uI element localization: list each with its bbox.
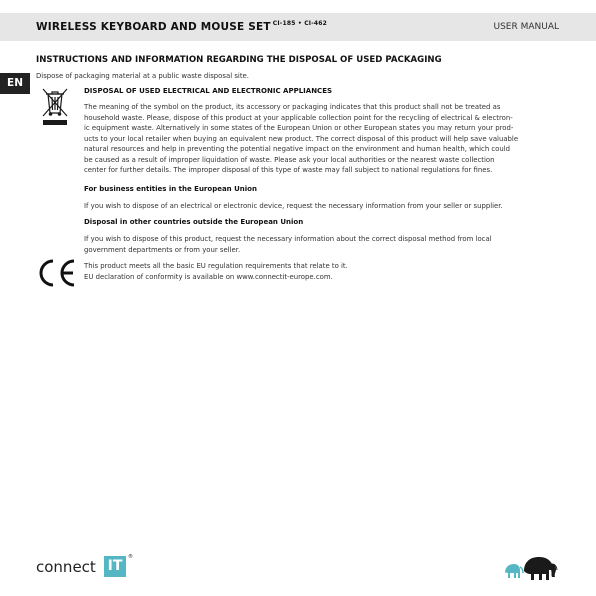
weee-line: ucts to your local retailer when buying an equivalent new product. The correct disposal of this product will help save valuable xyxy=(84,134,519,143)
weee-line: ic equipment waste. Alternatively in some states of the European Union or other European states you may return your prod- xyxy=(84,124,514,132)
non-eu-heading: Disposal in other countries outside the European Union xyxy=(84,218,304,226)
weee-line: The meaning of the symbol on the product, its accessory or packaging indicates that this product shall not be treated as xyxy=(84,103,501,111)
weee-paragraph xyxy=(84,102,560,176)
weee-line: center for further details. The improper disposal of this type of waste may fall subject to national regulations for fines. xyxy=(84,166,493,174)
weee-line: natural resources and help in preventing the potential negative impact on the environment and human health, which could xyxy=(84,145,511,153)
user-manual-label: USER MANUAL xyxy=(493,22,559,32)
elephant-icon xyxy=(503,551,561,581)
eu-business-heading: For business entities in the European Union xyxy=(84,185,257,193)
non-eu-paragraph xyxy=(84,234,560,255)
packaging-text: Dispose of packaging material at a public waste disposal site. xyxy=(36,72,249,80)
page-header xyxy=(0,13,596,41)
non-eu-line: If you wish to dispose of this product, request the necessary information about the correct disposal method from local xyxy=(84,235,492,243)
weee-line: be caused as a result of improper liquidation of waste. Please ask your local authorities or the nearest waste collection xyxy=(84,155,495,164)
ce-line-2: EU declaration of conformity is available on www.connectit-europe.com. xyxy=(84,272,333,281)
ce-mark-icon xyxy=(36,259,76,287)
crossed-bin-icon xyxy=(40,85,70,127)
ce-statement xyxy=(84,261,560,282)
ce-line-1: This product meets all the basic EU regulation requirements that relate to it. xyxy=(84,262,348,270)
weee-heading: DISPOSAL OF USED ELECTRICAL AND ELECTRONIC APPLIANCES xyxy=(84,87,333,95)
section-title: INSTRUCTIONS AND INFORMATION REGARDING THE DISPOSAL OF USED PACKAGING xyxy=(36,55,442,65)
weee-line: household waste. Please, dispose of this product at your applicable collection point for the recycling of electrical & electron- xyxy=(84,113,513,122)
model-numbers: CI-185 • CI-462 xyxy=(272,20,328,27)
language-tab: EN xyxy=(0,73,30,94)
eu-business-text: If you wish to dispose of an electrical or electronic device, request the necessary information from your seller or supplier. xyxy=(84,202,503,210)
registered-mark: ® xyxy=(128,554,133,560)
logo-text: connect xyxy=(36,558,96,576)
product-title: WIRELESS KEYBOARD AND MOUSE SET $^{CI-185 • CI-462}$ xyxy=(36,20,328,33)
logo-it-box: IT xyxy=(104,556,126,577)
non-eu-line: government departments or from your seller. xyxy=(84,245,241,254)
